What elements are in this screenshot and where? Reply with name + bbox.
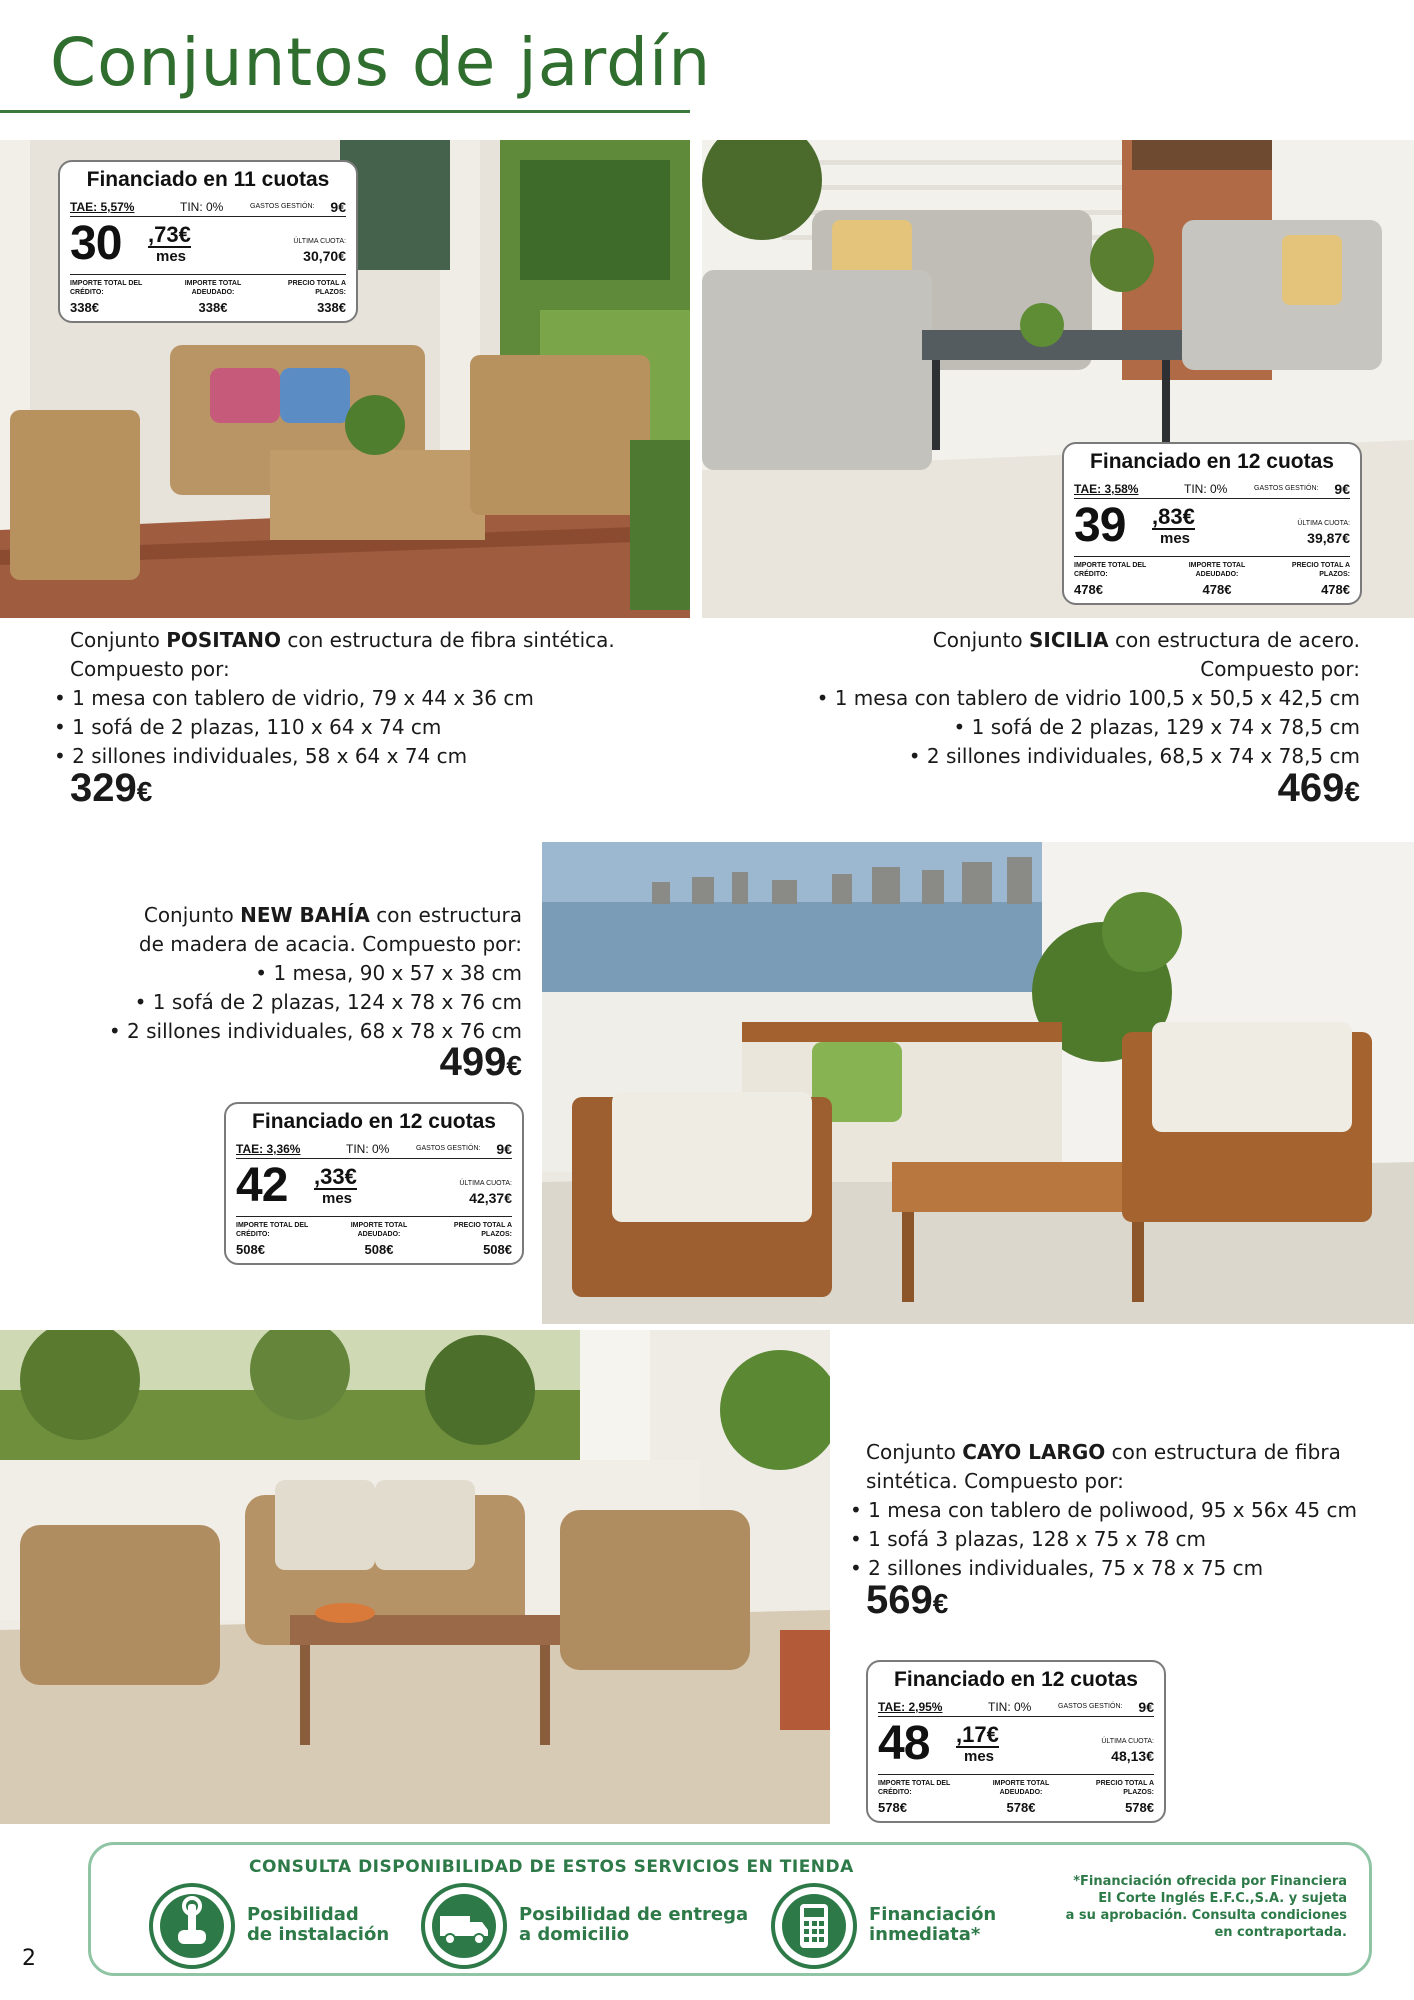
ultima-label: ÚLTIMA CUOTA: — [1101, 1738, 1154, 1745]
ultima-value: 48,13€ — [1111, 1748, 1154, 1764]
list-item: • 2 sillones individuales, 68 x 78 x 76 cm — [109, 1017, 522, 1046]
product-name: POSITANO — [166, 628, 282, 652]
product-description-cayo-largo — [850, 1438, 1357, 1583]
ultima-label: ÚLTIMA CUOTA: — [293, 238, 346, 245]
ultima-label: ÚLTIMA CUOTA: — [1297, 520, 1350, 527]
monthly-unit: mes — [156, 248, 187, 265]
price-sicilia — [1278, 766, 1360, 811]
importe-label: IMPORTE TOTAL DEL CRÉDITO: — [70, 280, 143, 296]
financing-box-new-bahia — [224, 1102, 524, 1265]
price-currency: € — [1344, 776, 1360, 807]
financing-heading: Financiado en 11 cuotas — [86, 168, 330, 191]
monthly-amount: 30 — [70, 217, 122, 270]
price-currency: € — [136, 776, 153, 807]
monthly-amount: 48 — [878, 1717, 930, 1770]
page-number: 2 — [22, 1946, 36, 1971]
product-description-positano — [54, 626, 615, 771]
list-item: • 1 sofá de 2 plazas, 129 x 74 x 78,5 cm — [817, 713, 1360, 742]
price-currency: € — [932, 1588, 949, 1619]
list-item: • 1 mesa con tablero de vidrio 100,5 x 50,5 x 42,5 cm — [817, 684, 1360, 713]
adeudado-value: 478€ — [1202, 582, 1232, 597]
list-item: • 2 sillones individuales, 68,5 x 74 x 78,5 cm — [817, 742, 1360, 771]
price-value: 499 — [439, 1040, 507, 1084]
adeudado-value: 508€ — [364, 1242, 394, 1257]
adeudado-value: 338€ — [198, 300, 228, 315]
gastos-label: GASTOS GESTIÓN: — [1058, 1703, 1123, 1710]
monthly-unit: mes — [1160, 530, 1191, 547]
financing-box-sicilia — [1062, 442, 1362, 605]
service-label-line2: de instalación — [247, 1924, 390, 1945]
product-line2: Compuesto por: — [1200, 657, 1360, 681]
divider — [878, 1774, 1154, 1775]
service-label-line1: Posibilidad de entrega — [519, 1904, 749, 1925]
list-item: • 1 mesa con tablero de poliwood, 95 x 56x 45 cm — [850, 1496, 1357, 1525]
importe-label: IMPORTE TOTAL DEL CRÉDITO: — [878, 1780, 951, 1796]
gastos-label: GASTOS GESTIÓN: — [1254, 485, 1319, 492]
monthly-unit: mes — [322, 1190, 353, 1207]
note-line: *Financiación ofrecida por Financiera — [1073, 1874, 1347, 1889]
list-item: • 1 mesa, 90 x 57 x 38 cm — [109, 959, 522, 988]
product-line2: sintética. Compuesto por: — [866, 1469, 1124, 1493]
product-suffix: con estructura de acero. — [1108, 628, 1360, 652]
product-suffix: con estructura — [369, 903, 522, 927]
financing-heading: Financiado en 12 cuotas — [252, 1110, 496, 1133]
adeudado-label: IMPORTE TOTAL ADEUDADO: — [1188, 562, 1246, 578]
tin-label: TIN: 0% — [346, 1142, 390, 1156]
product-line2: Compuesto por: — [70, 657, 230, 681]
monthly-cents: ,33€ — [314, 1164, 357, 1189]
divider — [70, 274, 346, 275]
page-title: Conjuntos de jardín — [50, 24, 712, 101]
financing-box-positano — [58, 160, 358, 323]
importe-label: IMPORTE TOTAL DEL CRÉDITO: — [236, 1222, 309, 1238]
gastos-value: 9€ — [1334, 481, 1350, 497]
product-description-sicilia — [817, 626, 1360, 771]
photo-new-bahia — [542, 842, 1414, 1324]
note-line: El Corte Inglés E.F.C.,S.A. y sujeta — [1098, 1891, 1347, 1906]
truck-icon — [421, 1883, 507, 1969]
plazos-label: PRECIO TOTAL A PLAZOS: — [287, 280, 346, 296]
product-name: CAYO LARGO — [962, 1440, 1106, 1464]
adeudado-label: IMPORTE TOTAL ADEUDADO: — [350, 1222, 408, 1238]
monthly-unit: mes — [964, 1748, 995, 1765]
price-currency: € — [506, 1050, 522, 1081]
monthly-amount: 42 — [236, 1159, 288, 1212]
plazos-value: 478€ — [1321, 582, 1350, 597]
footer-title: CONSULTA DISPONIBILIDAD DE ESTOS SERVICIOS EN TIENDA — [249, 1857, 854, 1877]
service-label-line2: inmediata* — [869, 1924, 981, 1945]
plazos-value: 338€ — [317, 300, 346, 315]
gastos-label: GASTOS GESTIÓN: — [250, 203, 315, 210]
title-rule — [0, 110, 690, 113]
importe-value: 478€ — [1074, 582, 1103, 597]
monthly-amount: 39 — [1074, 499, 1126, 552]
wrench-hand-icon — [149, 1883, 235, 1969]
gastos-value: 9€ — [496, 1141, 512, 1157]
tae-label: TAE: 5,57% — [70, 200, 135, 214]
tae-label: TAE: 3,36% — [236, 1142, 301, 1156]
product-suffix: con estructura de fibra sintética. — [281, 628, 615, 652]
financing-box-cayo-largo — [866, 1660, 1166, 1823]
service-label-line2: a domicilio — [519, 1924, 630, 1945]
list-item: • 2 sillones individuales, 75 x 78 x 75 cm — [850, 1554, 1357, 1583]
product-name: NEW BAHÍA — [240, 903, 370, 927]
divider — [236, 1216, 512, 1217]
product-prefix: Conjunto — [932, 628, 1029, 652]
tin-label: TIN: 0% — [180, 200, 224, 214]
note-line: en contraportada. — [1214, 1925, 1347, 1940]
adeudado-label: IMPORTE TOTAL ADEUDADO: — [184, 280, 242, 296]
monthly-cents: ,73€ — [148, 222, 191, 247]
financing-heading: Financiado en 12 cuotas — [894, 1668, 1138, 1691]
monthly-cents: ,17€ — [956, 1722, 999, 1747]
list-item: • 2 sillones individuales, 58 x 64 x 74 cm — [54, 742, 615, 771]
gastos-label: GASTOS GESTIÓN: — [416, 1145, 481, 1152]
monthly-cents: ,83€ — [1152, 504, 1195, 529]
gastos-value: 9€ — [1138, 1699, 1154, 1715]
price-new-bahia — [440, 1040, 522, 1085]
note-line: a su aprobación. Consulta condiciones — [1065, 1908, 1347, 1923]
price-cayo-largo — [866, 1578, 948, 1623]
adeudado-value: 578€ — [1006, 1800, 1036, 1815]
financing-note — [1017, 1873, 1347, 1941]
importe-label: IMPORTE TOTAL DEL CRÉDITO: — [1074, 562, 1147, 578]
list-item: • 1 sofá de 2 plazas, 110 x 64 x 74 cm — [54, 713, 615, 742]
tae-label: TAE: 3,58% — [1074, 482, 1139, 496]
service-label-line1: Financiación — [869, 1904, 997, 1925]
price-value: 569 — [866, 1578, 933, 1622]
product-prefix: Conjunto — [70, 628, 167, 652]
price-positano — [70, 766, 152, 811]
price-value: 469 — [1277, 766, 1345, 810]
product-prefix: Conjunto — [866, 1440, 963, 1464]
divider — [1074, 556, 1350, 557]
importe-value: 578€ — [878, 1800, 907, 1815]
tin-label: TIN: 0% — [988, 1700, 1032, 1714]
tin-label: TIN: 0% — [1184, 482, 1228, 496]
plazos-value: 508€ — [483, 1242, 512, 1257]
importe-value: 508€ — [236, 1242, 265, 1257]
product-suffix: con estructura de fibra — [1105, 1440, 1341, 1464]
services-footer — [88, 1842, 1372, 1976]
service-label-line1: Posibilidad — [247, 1904, 359, 1925]
product-line2: de madera de acacia. Compuesto por: — [138, 932, 522, 956]
plazos-label: PRECIO TOTAL A PLAZOS: — [453, 1222, 512, 1238]
photo-cayo-largo — [0, 1330, 830, 1824]
plazos-value: 578€ — [1125, 1800, 1154, 1815]
price-value: 329 — [70, 766, 137, 810]
ultima-label: ÚLTIMA CUOTA: — [459, 1180, 512, 1187]
ultima-value: 42,37€ — [469, 1190, 512, 1206]
adeudado-label: IMPORTE TOTAL ADEUDADO: — [992, 1780, 1050, 1796]
list-item: • 1 sofá de 2 plazas, 124 x 78 x 76 cm — [109, 988, 522, 1017]
financing-heading: Financiado en 12 cuotas — [1090, 450, 1334, 473]
ultima-value: 30,70€ — [303, 248, 346, 264]
product-name: SICILIA — [1028, 628, 1109, 652]
calculator-icon — [771, 1883, 857, 1969]
product-prefix: Conjunto — [143, 903, 241, 927]
list-item: • 1 mesa con tablero de vidrio, 79 x 44 x 36 cm — [54, 684, 615, 713]
list-item: • 1 sofá 3 plazas, 128 x 75 x 78 cm — [850, 1525, 1357, 1554]
gastos-value: 9€ — [330, 199, 346, 215]
importe-value: 338€ — [70, 300, 99, 315]
tae-label: TAE: 2,95% — [878, 1700, 943, 1714]
product-description-new-bahia — [109, 901, 522, 1046]
ultima-value: 39,87€ — [1307, 530, 1350, 546]
plazos-label: PRECIO TOTAL A PLAZOS: — [1291, 562, 1350, 578]
plazos-label: PRECIO TOTAL A PLAZOS: — [1095, 1780, 1154, 1796]
